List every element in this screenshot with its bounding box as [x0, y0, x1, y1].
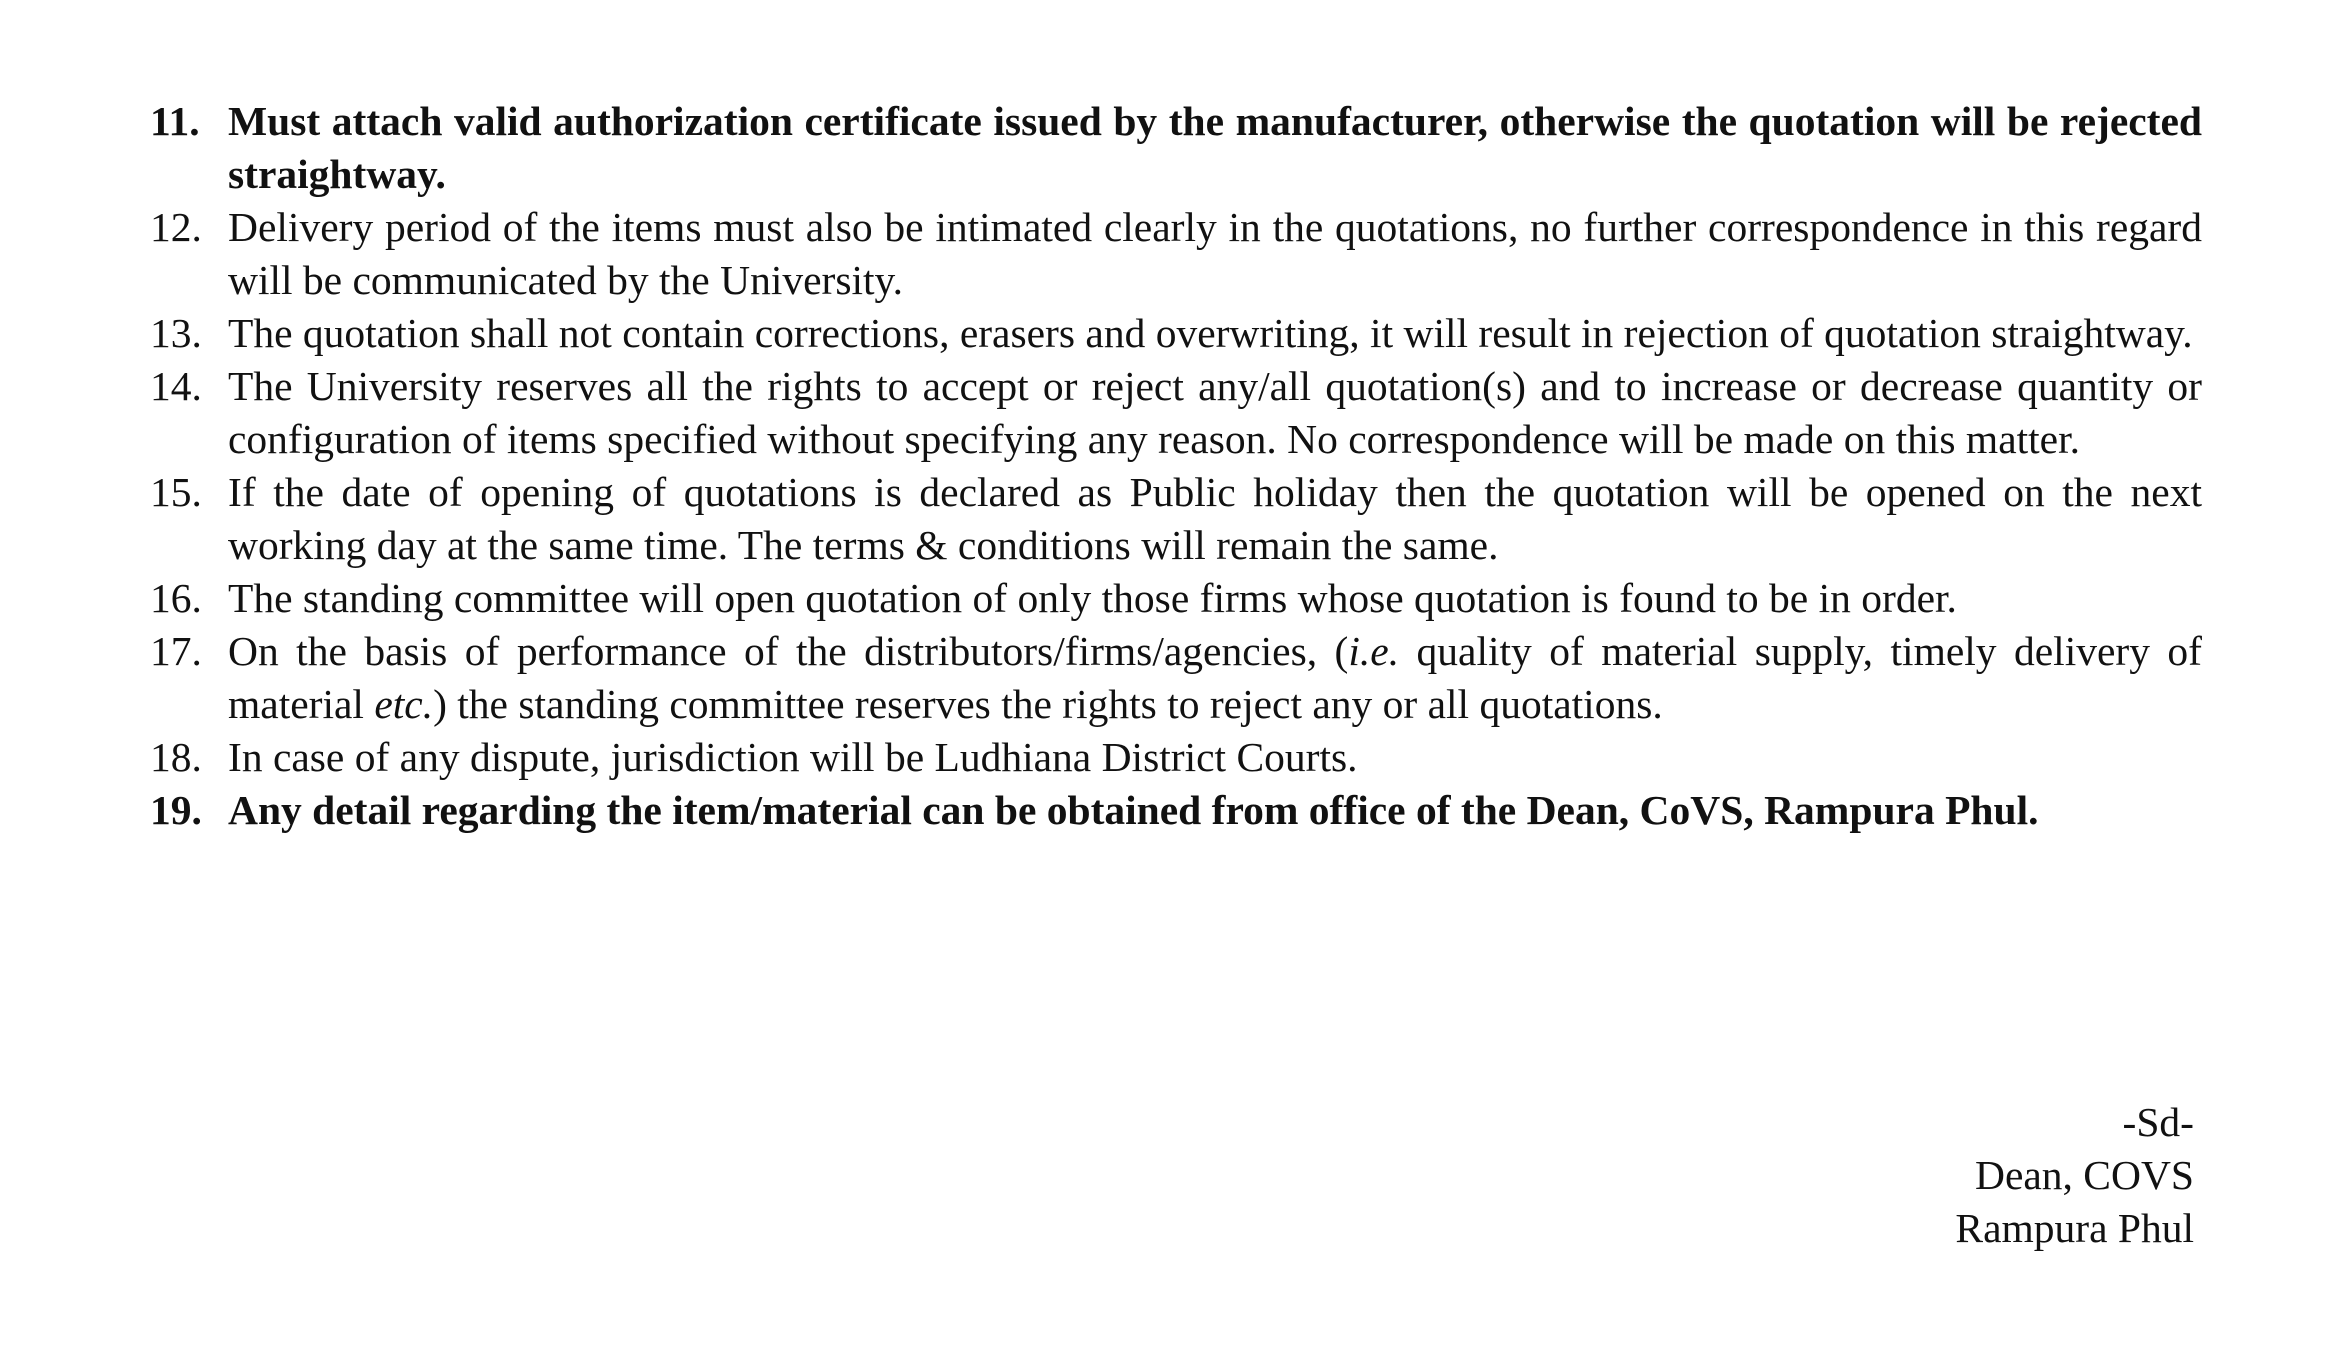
term-text-segment: Delivery period of the items must also be intimated clearly in the quotations, no further correspondence in this regard will be communicated by the University.: [228, 204, 2202, 303]
term-text-segment: The standing committee will open quotation of only those firms whose quotation is found to be in order.: [228, 575, 1957, 621]
signature-block: [1955, 1096, 2194, 1255]
term-number: 12.: [150, 204, 202, 250]
term-item: [150, 625, 2202, 731]
term-text: [228, 575, 1957, 621]
term-text-segment: The quotation shall not contain corrections, erasers and overwriting, it will result in rejection of quotation straightway.: [228, 310, 2193, 356]
term-number: 18.: [150, 734, 202, 780]
term-text: [228, 734, 1358, 780]
term-text-segment: On the basis of performance of the distributors/firms/agencies, (: [228, 628, 1349, 674]
term-text: [228, 204, 2202, 303]
term-item: [150, 360, 2202, 466]
term-text-segment: In case of any dispute, jurisdiction will be Ludhiana District Courts.: [228, 734, 1358, 780]
term-number: 13.: [150, 310, 202, 356]
term-item: [150, 95, 2202, 201]
term-text-segment: Must attach valid authorization certificate issued by the manufacturer, otherwise the quotation will be rejected straightway.: [228, 98, 2202, 197]
term-text-italic: etc.: [374, 681, 434, 727]
terms-conditions-list: [150, 95, 2202, 837]
term-text: [228, 787, 2038, 833]
term-text: [228, 469, 2202, 568]
term-item: [150, 572, 2202, 625]
term-number: 17.: [150, 628, 202, 674]
signature-location: Rampura Phul: [1955, 1205, 2194, 1251]
signature-designation: Dean, COVS: [1974, 1152, 2194, 1198]
term-text: [228, 98, 2202, 197]
term-item: [150, 307, 2202, 360]
signature-sd: -Sd-: [2122, 1099, 2194, 1145]
term-text-segment: ) the standing committee reserves the rights to reject any or all quotations.: [433, 681, 1663, 727]
term-item: [150, 731, 2202, 784]
term-number: 14.: [150, 363, 202, 409]
term-number: 16.: [150, 575, 202, 621]
term-number: 11.: [150, 98, 200, 144]
term-text: [228, 628, 2202, 727]
term-text: [228, 363, 2202, 462]
term-item: [150, 784, 2202, 837]
term-item: [150, 466, 2202, 572]
term-text: [228, 310, 2193, 356]
term-text-italic: i.e.: [1348, 628, 1400, 674]
term-item: [150, 201, 2202, 307]
term-number: 19.: [150, 787, 202, 833]
term-text-segment: Any detail regarding the item/material can be obtained from office of the Dean, CoVS, Rampura Phul.: [228, 787, 2039, 833]
term-text-segment: quality of material supply, timely delivery of material: [228, 628, 2203, 727]
term-text-segment: If the date of opening of quotations is declared as Public holiday then the quotation will be opened on the next working day at the same time. The terms & conditions will remain the same.: [228, 469, 2202, 568]
term-number: 15.: [150, 469, 202, 515]
term-text-segment: The University reserves all the rights to accept or reject any/all quotation(s) and to increase or decrease quantity or configuration of items specified without specifying any reason. No correspondence will be made on this matter.: [228, 363, 2202, 462]
